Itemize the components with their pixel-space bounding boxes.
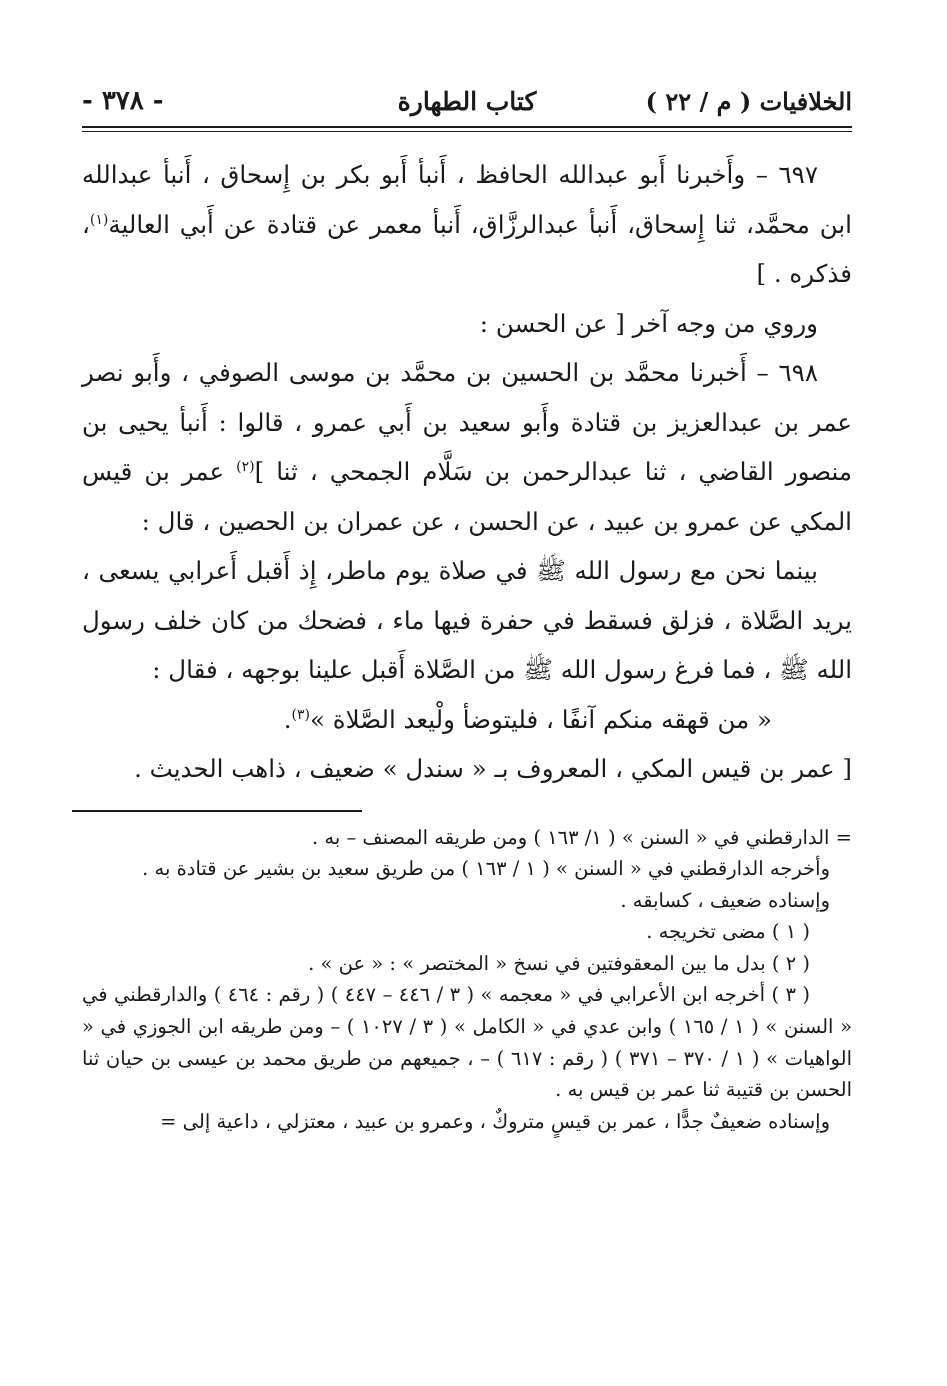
footnote-ref-3: (٣) xyxy=(291,706,310,723)
saying-end: . xyxy=(283,704,292,734)
footnote-3-continued: وإسناده ضعيفٌ جدًّا ، عمر بن قيسٍ متروكٌ ، وعمرو بن عبيد ، معتزلي ، داعية إلى = xyxy=(160,1109,830,1133)
saying-text: « من قهقه منكم آنفًا ، فليتوضأ ولْيعد الصَّلاة » xyxy=(310,704,772,734)
footnote-2: ( ٢ ) بدل ما بين المعقوفتين في نسخ « المختصر » : « عن » . xyxy=(308,951,810,975)
footnote-ref-1: (١) xyxy=(89,211,109,228)
header-divider xyxy=(82,126,852,132)
narrator-assessment: [ عمر بن قيس المكي ، المعروف بـ « سندل » ضعيف ، ذاهب الحديث . xyxy=(134,754,852,783)
hadith-697-end: ، فذكره . ] xyxy=(82,209,852,288)
hadith-698-end: عمر بن قيس المكي عن عمرو بن عبيد ، عن الحسن ، عن عمران بن الحصين ، قال : xyxy=(82,457,852,536)
footnote-1: ( ١ ) مضى تخريجه . xyxy=(646,920,810,944)
footnote-separator xyxy=(72,810,362,812)
footnote-continued-3: وإسناده ضعيف ، كسابقه . xyxy=(620,888,830,912)
narration-note: وروي من وجه آخر [ عن الحسن : xyxy=(479,308,818,338)
running-header xyxy=(82,78,852,124)
hadith-697 xyxy=(82,150,852,299)
hadith-698 xyxy=(82,348,852,546)
header-book-title: كتاب الطهارة xyxy=(397,86,537,116)
book-page xyxy=(82,78,852,1358)
hadith-697-text: ٦٩٧ – وأَخبرنا أَبو عبدالله الحافظ ، أَنبأ أَبو بكر بن إِسحاق ، أَنبأ عبدالله ابن محمَّد، ثنا إِسحاق، أَنبأ عبدالرزَّاق، أَنبأ معمر عن قتادة عن أَبي العالية xyxy=(82,160,852,239)
hadith-matn: بينما نحن مع رسول الله ﷺ في صلاة يوم ماطر، إِذ أَقبل أَعرابي يسعى ، يريد الصَّلاة ، فزلق فسقط في حفرة فيها ماء ، فضحك من كان خلف رسول الله ﷺ ، فما فرغ رسول الله ﷺ من الصَّلاة أَقبل علينا بوجهه ، فقال : xyxy=(82,556,852,684)
footnote-ref-2: (٢) xyxy=(236,458,255,475)
page-number: - ٣٧٨ - xyxy=(82,86,164,116)
header-section: الخلافيات ( م / ٢٢ ) xyxy=(645,86,852,116)
prophetic-saying xyxy=(82,695,852,745)
footnote-continued-2: وأخرجه الدارقطني في « السنن » ( ١ / ١٦٣ ) من طريق سعيد بن بشير عن قتادة به . xyxy=(142,857,830,881)
footnotes xyxy=(82,822,852,1138)
footnote-3: ( ٣ ) أخرجه ابن الأعرابي في « معجمه » ( ٣ / ٤٤٦ – ٤٤٧ ) ( رقم : ٤٦٤ ) والدارقطني في « السنن » ( ١ / ١٦٥ ) وابن عدي في « الكامل » ( ٣ / ١٠٢٧ ) – ومن طريقه ابن الجوزي في « الواهيات » ( ١ / ٣٧٠ – ٣٧١ ) ( رقم : ٦١٧ ) – ، جميعهم من طريق محمد بن عيسى بن حيان ثنا الحسن بن قتيبة ثنا عمر بن قيس به . xyxy=(82,983,852,1102)
main-text xyxy=(82,150,852,794)
footnote-continued: = الدارقطني في « السنن » ( ١/ ١٦٣ ) ومن طريقه المصنف – به . xyxy=(312,825,852,849)
hadith-698-text: ٦٩٨ – أَخبرنا محمَّد بن الحسين بن محمَّد بن موسى الصوفي ، وأَبو نصر عمر بن عبدالعزيز بن قتادة وأَبو سعيد بن أَبي عمرو ، قالوا : أَنبأ يحيى بن منصور القاضي ، ثنا عبدالرحمن بن سَلَّام الجمحي ، ثنا ] xyxy=(82,358,852,486)
